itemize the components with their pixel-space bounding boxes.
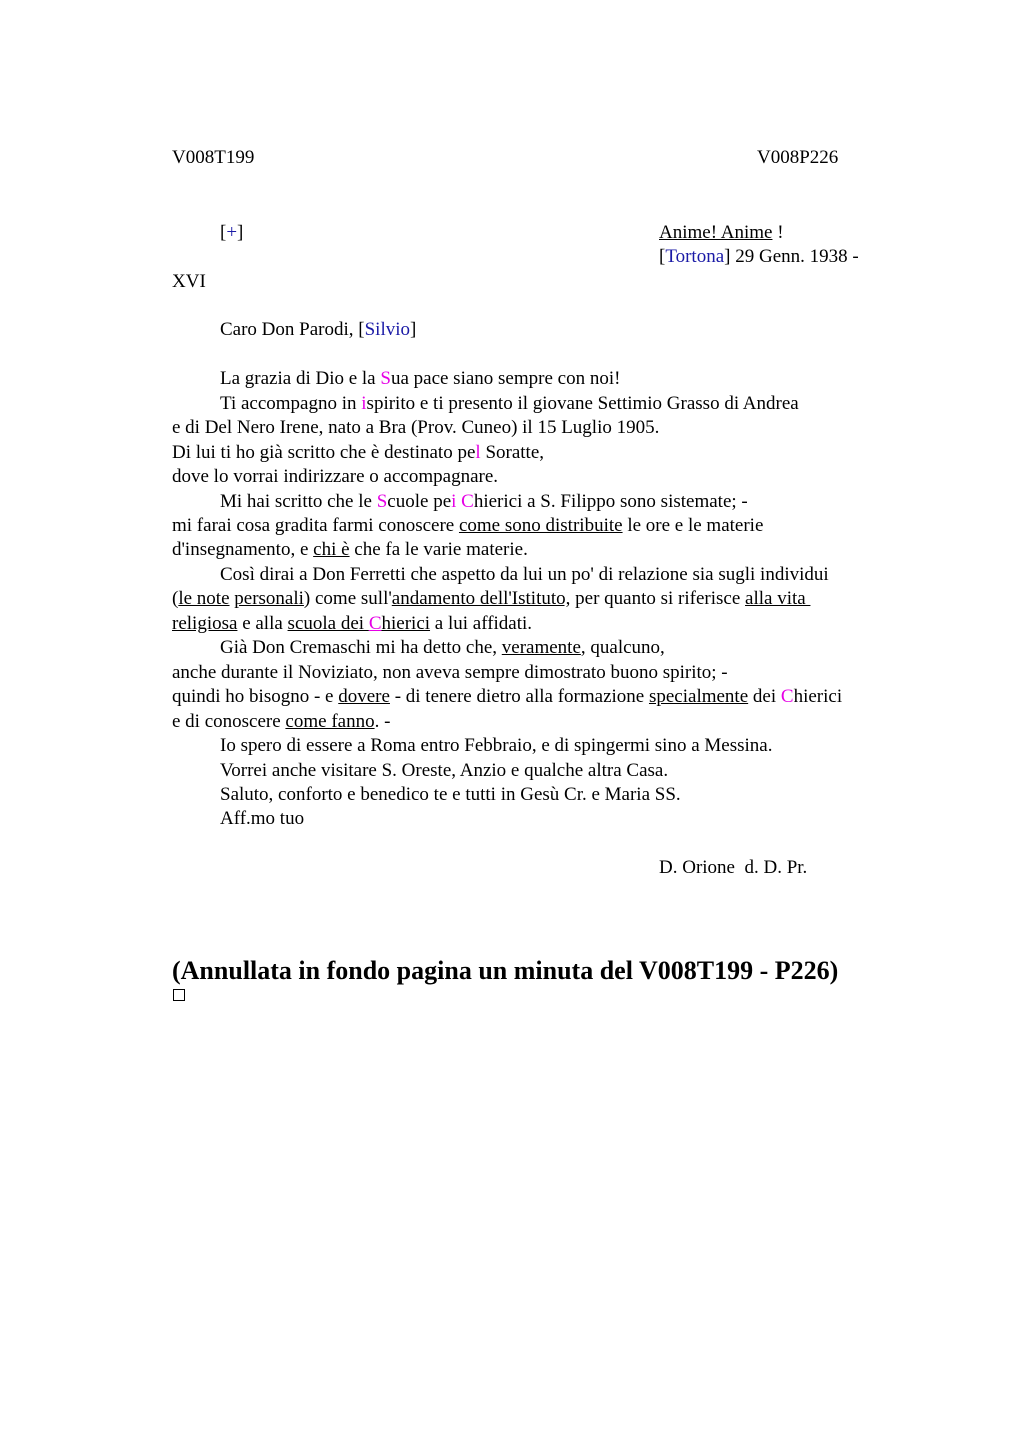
body-line-8: [172, 538, 528, 562]
underlined-text: personali: [234, 588, 304, 609]
underlined-text: alla vita: [745, 588, 811, 609]
text: ) come sull': [303, 588, 392, 609]
underlined-text: religiosa: [172, 613, 238, 634]
note-heading: (Annullata in fondo pagina un minuta del V008T199 - P226): [172, 956, 839, 985]
body-line-1: [220, 367, 620, 391]
body-line-3: e di Del Nero Irene, nato a Bra (Prov. Cuneo) il 15 Luglio 1905.: [172, 417, 660, 438]
bracket: [: [659, 246, 666, 267]
text: che fa le varie materie.: [349, 539, 528, 560]
place-name: Tortona: [665, 246, 725, 267]
underlined-text: dovere: [338, 686, 390, 707]
text: mi farai cosa gradita farmi conoscere: [172, 515, 459, 536]
body-line-10: [172, 587, 810, 611]
body-line-11: [172, 612, 532, 636]
body-line-15: [172, 710, 390, 734]
text: ua pace siano sempre con noi!: [390, 368, 621, 389]
correction: C: [461, 491, 474, 512]
text: e di conoscere: [172, 711, 286, 732]
text: , qualcuno,: [580, 637, 665, 658]
body-line-13: anche durante il Noviziato, non aveva sempre dimostrato buono spirito; -: [172, 662, 728, 683]
underlined-text: come sono distribuite: [458, 515, 623, 536]
signature: D. Orione d. D. Pr.: [659, 857, 808, 878]
body-line-5: dove lo vorrai indirizzare o accompagnare.: [172, 466, 499, 487]
text: dei: [748, 686, 781, 707]
text: spirito e ti presento il giovane Settimio Grasso di Andrea: [366, 393, 799, 414]
salutation: [220, 318, 416, 342]
correction: l: [475, 442, 481, 463]
correction: C: [780, 686, 794, 707]
text: Mi hai scritto che le: [220, 491, 377, 512]
motto-text: Anime! Anime: [659, 222, 773, 243]
era-year: XVI: [172, 271, 206, 292]
bracket: [: [220, 222, 227, 243]
text: d'insegnamento, e: [172, 539, 314, 560]
text: Già Don Cremaschi mi ha detto che,: [220, 637, 502, 658]
body-line-9: Così dirai a Don Ferretti che aspetto da lui un po' di relazione sia sugli individui: [220, 564, 829, 585]
document-code-right: V008P226: [757, 147, 839, 168]
text: a lui affidati.: [430, 613, 533, 634]
closing-line: Aff.mo tuo: [220, 808, 305, 829]
bracket: ]: [410, 319, 417, 340]
date-text: ] 29 Genn. 1938 -: [724, 246, 859, 267]
recipient-name: Silvio: [364, 319, 410, 340]
text: hierici a S. Filippo sono sistemate; -: [473, 491, 748, 512]
body-line-4: [172, 441, 544, 465]
body-line-14: [172, 685, 842, 709]
text: hierici: [793, 686, 843, 707]
underlined-text: hierici: [381, 613, 431, 634]
underlined-text: veramente: [501, 637, 581, 658]
body-line-2: [220, 392, 799, 416]
square-box-icon: [173, 989, 185, 1001]
body-line-16: Io spero di essere a Roma entro Febbraio, e di spingermi sino a Messina.: [220, 735, 773, 756]
correction: S: [376, 491, 388, 512]
motto: [659, 221, 784, 245]
text: (: [172, 588, 179, 609]
salutation-text: Caro Don Parodi, [: [220, 319, 365, 340]
body-line-17: Vorrei anche visitare S. Oreste, Anzio e qualche altra Casa.: [220, 760, 669, 781]
text: per quanto si riferisce: [570, 588, 746, 609]
body-line-6: [220, 490, 748, 514]
text: La grazia di Dio e la: [220, 368, 381, 389]
text: . -: [374, 711, 391, 732]
underlined-text: le note: [178, 588, 230, 609]
bracket: ]: [237, 222, 244, 243]
motto-punct: !: [772, 222, 784, 243]
text: cuole pe: [387, 491, 452, 512]
correction: i: [451, 491, 457, 512]
text: Di lui ti ho già scritto che è destinato pe: [172, 442, 476, 463]
underlined-text: chi è: [313, 539, 350, 560]
body-line-12: [220, 636, 665, 660]
text: - di tenere dietro alla formazione: [389, 686, 649, 707]
underlined-text: scuola dei: [287, 613, 369, 634]
text: Soratte,: [480, 442, 545, 463]
underlined-text: specialmente: [648, 686, 749, 707]
cross-mark: [220, 221, 243, 245]
text: quindi ho bisogno - e: [172, 686, 339, 707]
body-line-18: Saluto, conforto e benedico te e tutti in Gesù Cr. e Maria SS.: [220, 784, 681, 805]
text: Ti accompagno in: [220, 393, 362, 414]
underlined-text: andamento dell'Istituto,: [391, 588, 571, 609]
correction: S: [380, 368, 391, 389]
document-code-left: V008T199: [172, 147, 255, 168]
text: le ore e le materie: [622, 515, 764, 536]
place-date: [659, 245, 859, 269]
underlined-text: come fanno: [285, 711, 375, 732]
correction: C: [368, 613, 382, 634]
body-line-7: [172, 514, 763, 538]
correction: i: [361, 393, 367, 414]
cross-symbol: +: [226, 222, 238, 243]
text: e alla: [237, 613, 288, 634]
